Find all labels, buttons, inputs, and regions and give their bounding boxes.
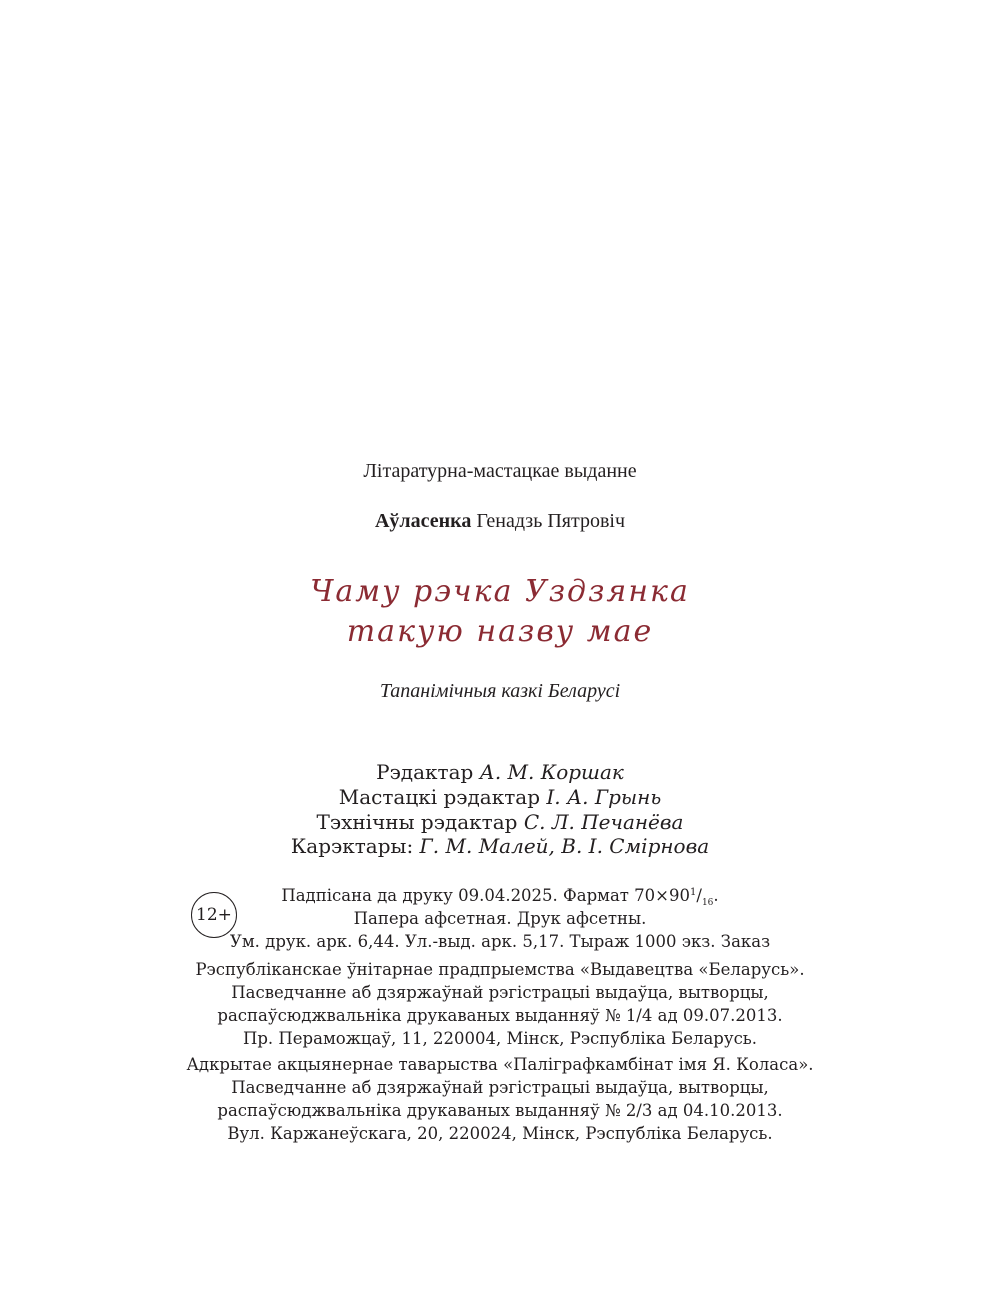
format-separator: / <box>696 886 702 905</box>
publisher-line: Рэспубліканскае ўнітарнае прадпрыемства «Выдавецтва «Беларусь». <box>195 960 805 979</box>
genre-label: Літаратурна-мастацкае выданне <box>363 460 637 482</box>
credit-person: І. А. Грынь <box>546 785 662 809</box>
signed-suffix: . <box>713 886 719 905</box>
credit-person: С. Л. Печанёва <box>523 810 684 834</box>
credit-role: Тэхнічны рэдактар <box>316 810 518 834</box>
printer-line: Пасведчанне аб дзяржаўнай рэгістрацыі выдаўца, вытворцы, <box>231 1078 769 1097</box>
author-line <box>0 510 1000 533</box>
format-numerator: 1 <box>690 887 697 898</box>
publisher-line: распаўсюджвальніка друкаваных выданняў № 1/4 ад 09.07.2013. <box>217 1006 783 1025</box>
credit-role: Рэдактар <box>376 760 474 784</box>
credit-tech-editor <box>0 810 1000 834</box>
signed-text: Падпісана да друку 09.04.2025. Фармат 70×90 <box>281 886 691 905</box>
age-rating-badge: 12+ <box>191 892 237 938</box>
book-title-line-2: такую назву мае <box>346 614 654 649</box>
imprint-paper: Папера афсетная. Друк афсетны. <box>353 909 647 928</box>
credit-art-editor <box>0 785 1000 809</box>
imprint-sheets: Ум. друк. арк. 6,44. Ул.-выд. арк. 5,17. Тыраж 1000 экз. Заказ <box>229 932 771 951</box>
publisher-line: Пр. Пераможцаў, 11, 220004, Мінск, Рэспубліка Беларусь. <box>242 1029 758 1048</box>
book-subtitle: Тапанімічныя казкі Беларусі <box>379 680 621 702</box>
credit-proofreaders <box>0 834 1000 858</box>
credit-person: Г. М. Малей, В. І. Смірнова <box>419 834 710 858</box>
imprint-signed <box>0 886 1000 908</box>
credit-person: А. М. Коршак <box>479 760 624 784</box>
printer-line: Адкрытае акцыянернае таварыства «Паліграфкамбінат імя Я. Коласа». <box>186 1055 814 1074</box>
format-denominator: 16 <box>701 898 714 908</box>
credit-editor <box>0 760 1000 784</box>
publisher-line: Пасведчанне аб дзяржаўнай рэгістрацыі выдаўца, вытворцы, <box>231 983 769 1002</box>
book-title-line-1: Чаму рэчка Уздзянка <box>310 574 690 609</box>
credit-role: Мастацкі рэдактар <box>338 785 540 809</box>
credit-role: Карэктары: <box>290 834 414 858</box>
printer-line: Вул. Каржанеўскага, 20, 220024, Мінск, Рэспубліка Беларусь. <box>227 1124 773 1143</box>
author-surname: Аўласенка <box>374 510 472 532</box>
author-name: Генадзь Пятровіч <box>476 510 626 532</box>
printer-line: распаўсюджвальніка друкаваных выданняў № 2/3 ад 04.10.2013. <box>217 1101 783 1120</box>
